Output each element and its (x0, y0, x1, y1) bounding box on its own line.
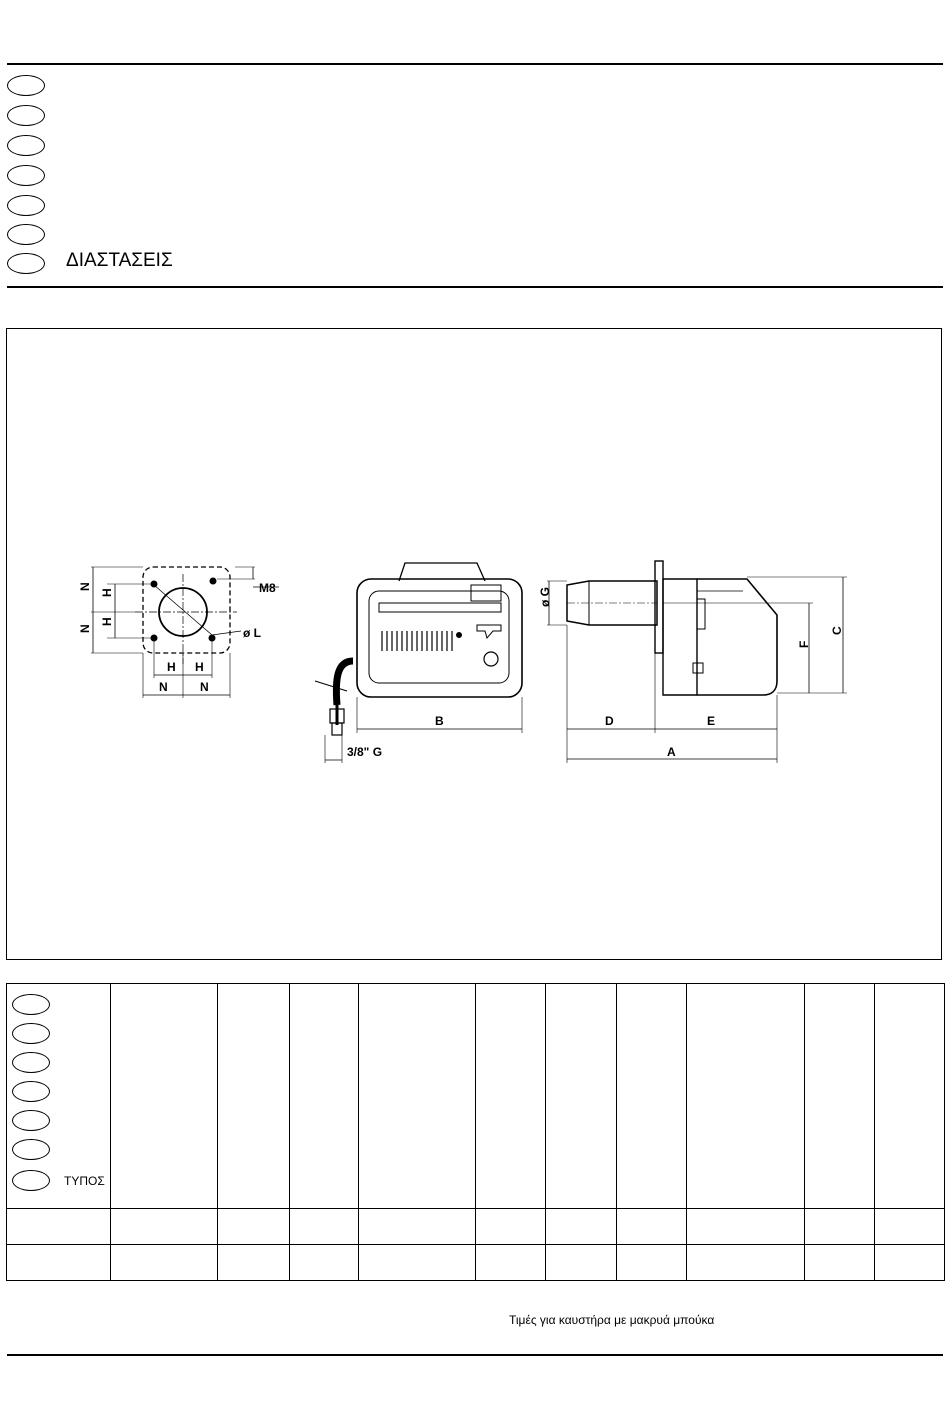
label-n-horizontal-right: N (200, 680, 209, 694)
label-m8: M8 (259, 581, 276, 595)
language-oval-table-7 (12, 1170, 50, 1191)
header-cell (875, 984, 945, 1209)
language-oval-5 (7, 195, 45, 216)
label-h-horizontal-left: H (167, 660, 176, 674)
label-n-vertical-bottom: N (78, 624, 92, 633)
table-cell (875, 1245, 945, 1281)
label-n-horizontal-left: N (159, 680, 168, 694)
table-cell (7, 1209, 111, 1245)
language-oval-table-4 (12, 1081, 50, 1102)
table-cell (546, 1245, 617, 1281)
type-label: ΤΥΠΟΣ (64, 1174, 105, 1188)
label-e: E (707, 714, 716, 728)
language-oval-table-1 (12, 994, 50, 1015)
language-oval-table-5 (12, 1110, 50, 1131)
table-cell (218, 1245, 290, 1281)
language-oval-4 (7, 165, 45, 186)
language-oval-6 (7, 224, 45, 245)
table-row (7, 1245, 945, 1281)
language-oval-table-2 (12, 1023, 50, 1044)
table-cell (359, 1209, 476, 1245)
header-cell (111, 984, 218, 1209)
header-bottom-rule (7, 286, 943, 288)
table-cell (111, 1245, 218, 1281)
table-cell (687, 1209, 805, 1245)
dimension-drawing (6, 328, 942, 960)
table-cell (476, 1245, 546, 1281)
burner-drawing-svg (7, 329, 943, 961)
burner-front-view (315, 563, 522, 763)
dimensions-table (6, 983, 945, 1281)
header-cell (218, 984, 290, 1209)
header-cell (687, 984, 805, 1209)
top-rule (7, 63, 943, 65)
label-phi-l: ø L (243, 626, 261, 640)
type-header-cell (7, 984, 111, 1209)
table-cell (290, 1245, 359, 1281)
table-header-row (7, 984, 945, 1209)
label-phi-g: ø G (538, 587, 552, 607)
label-c: C (830, 626, 844, 635)
table-row (7, 1209, 945, 1245)
burner-side-view (547, 561, 847, 763)
header-cell (805, 984, 875, 1209)
table-cell (875, 1209, 945, 1245)
label-n-vertical-top: N (78, 582, 92, 591)
label-f: F (797, 640, 811, 648)
table-cell (687, 1245, 805, 1281)
table-cell (476, 1209, 546, 1245)
table-cell (805, 1209, 875, 1245)
label-a: A (667, 745, 676, 759)
language-oval-7 (7, 253, 45, 274)
language-oval-table-6 (12, 1139, 50, 1160)
table-cell (805, 1245, 875, 1281)
language-oval-1 (7, 75, 45, 96)
table-cell (546, 1209, 617, 1245)
header-cell (546, 984, 617, 1209)
table-cell (111, 1209, 218, 1245)
header-cell (359, 984, 476, 1209)
header-cell (617, 984, 687, 1209)
footnote: Τιμές για καυστήρα με μακρυά μπούκα (509, 1313, 715, 1327)
label-thread: 3/8" G (347, 745, 383, 759)
bottom-rule (7, 1354, 943, 1356)
table-cell (617, 1245, 687, 1281)
table-cell (617, 1209, 687, 1245)
page-title: ΔΙΑΣΤΑΣΕΙΣ (66, 250, 173, 271)
label-h-vertical-top: H (100, 588, 114, 597)
table-cell (218, 1209, 290, 1245)
table-cell (359, 1245, 476, 1281)
label-h-vertical-bottom: H (100, 617, 114, 626)
label-b: B (435, 714, 444, 728)
label-d: D (605, 714, 614, 728)
language-oval-3 (7, 135, 45, 156)
header-cell (476, 984, 546, 1209)
header-cell (290, 984, 359, 1209)
table-cell (7, 1245, 111, 1281)
language-oval-2 (7, 105, 45, 126)
language-oval-table-3 (12, 1052, 50, 1073)
label-h-horizontal-right: H (195, 660, 204, 674)
table-cell (290, 1209, 359, 1245)
